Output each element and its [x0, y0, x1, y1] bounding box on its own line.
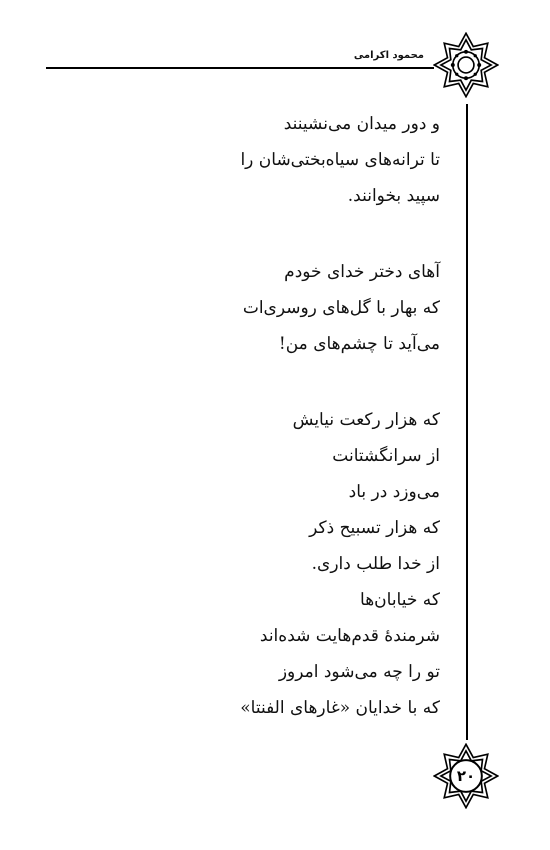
poem-body: [140, 106, 440, 766]
poem-line: و دور میدان می‌نشینند: [283, 114, 440, 134]
poem-line: می‌آید تا چشم‌های من!: [278, 334, 440, 354]
poem-line: تو را چه می‌شود امروز: [278, 662, 440, 682]
poem-line: از خدا طلب داری.: [311, 554, 440, 574]
poem-line: که خیابان‌ها: [360, 590, 440, 610]
stanza: [140, 402, 440, 726]
poem-line: از سرانگشتانت: [332, 446, 440, 466]
page-number: ۲۰: [456, 767, 476, 785]
poem-line: که بهار با گل‌های روسری‌ات: [242, 298, 440, 318]
running-head-author: محمود اکرامی: [353, 50, 424, 61]
ornament-icon: [433, 32, 499, 98]
stanza: [140, 254, 440, 362]
poem-line: شرمندهٔ قدم‌هایت شده‌اند: [259, 626, 440, 646]
poem-line: که با خدایان «غارهای الفنتا»: [240, 698, 440, 718]
poem-line: تا ترانه‌های سیاه‌بختی‌شان را: [240, 150, 440, 170]
poem-line: که هزار تسبیح ذکر: [309, 518, 440, 538]
margin-rule: [466, 104, 468, 740]
stanza: [140, 106, 440, 214]
poem-line: سپید بخوانند.: [347, 186, 440, 206]
poem-line: که هزار رکعت نیایش: [292, 410, 440, 430]
header-rule: [46, 67, 434, 69]
poem-line: آهای دختر خدای خودم: [284, 262, 440, 282]
poem-line: می‌وزد در باد: [348, 482, 440, 502]
